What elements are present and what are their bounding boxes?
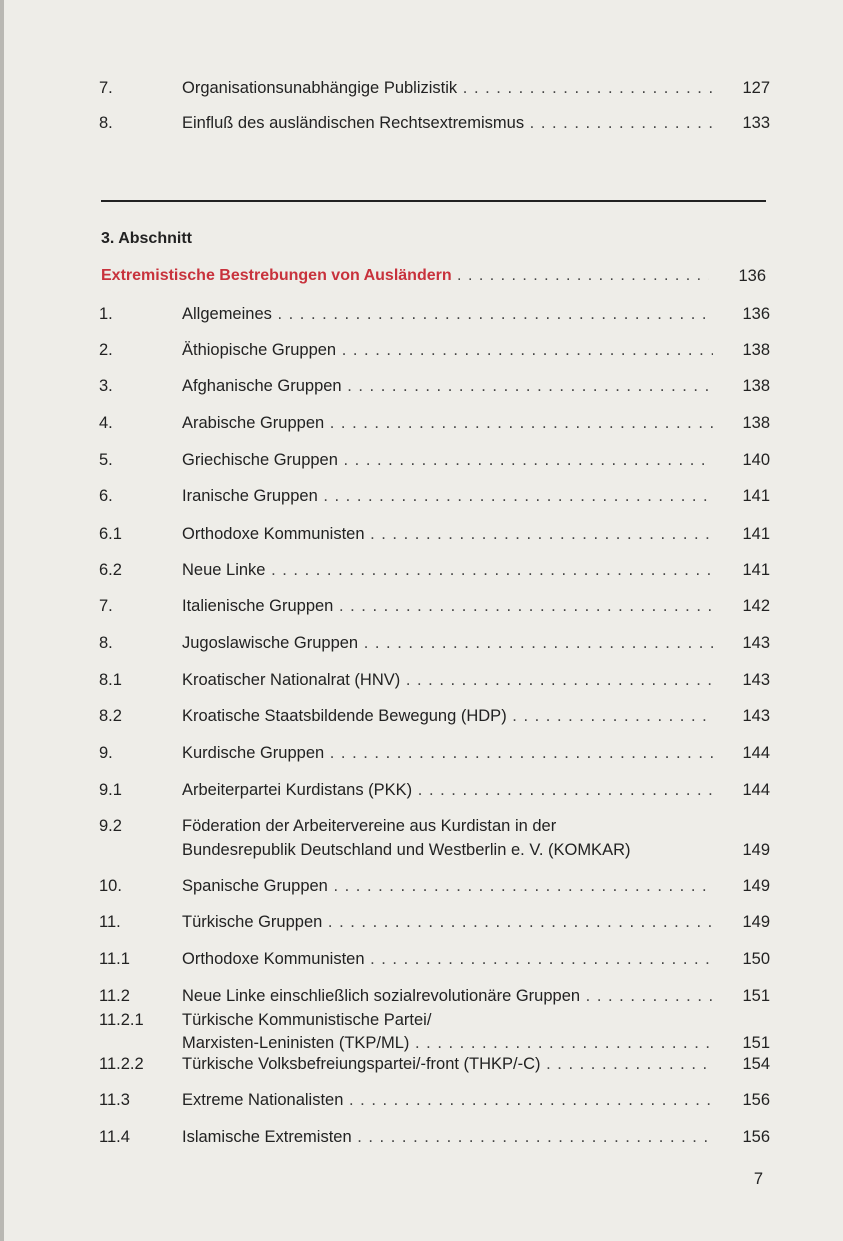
entry-page: 144 xyxy=(742,744,770,762)
toc-entry xyxy=(4,1008,843,1032)
entry-number: 9.2 xyxy=(99,817,122,835)
entry-title: Orthodoxe Kommunisten . . . xyxy=(182,522,713,546)
toc-entry xyxy=(4,558,843,582)
entry-number: 6. xyxy=(99,487,113,505)
entry-page: 151 xyxy=(742,1034,770,1052)
toc-entry xyxy=(4,947,843,971)
entry-title: Marxisten-Leninisten (TKP/ML) . . . xyxy=(182,1031,713,1055)
entry-number: 6.2 xyxy=(99,561,122,579)
entry-page: 154 xyxy=(742,1055,770,1073)
entry-number: 6.1 xyxy=(99,525,122,543)
entry-number: 11.3 xyxy=(99,1091,130,1109)
entry-number: 1. xyxy=(99,305,113,323)
toc-entry xyxy=(4,778,843,802)
entry-title: Griechische Gruppen . . . xyxy=(182,448,713,472)
entry-number: 8. xyxy=(99,634,113,652)
entry-number: 8.2 xyxy=(99,707,122,725)
entry-page: 149 xyxy=(742,841,770,859)
entry-title: Türkische Kommunistische Partei/ xyxy=(182,1011,432,1029)
toc-entry xyxy=(4,910,843,934)
toc-entry xyxy=(4,1052,843,1076)
entry-number: 5. xyxy=(99,451,113,469)
entry-page: 150 xyxy=(742,950,770,968)
entry-number: 2. xyxy=(99,341,113,359)
entry-title: Spanische Gruppen . . . xyxy=(182,874,713,898)
section-label: 3. Abschnitt xyxy=(101,230,192,247)
toc-entry xyxy=(4,668,843,692)
entry-number: 10. xyxy=(99,877,122,895)
toc-entry xyxy=(4,111,843,135)
entry-title: Äthiopische Gruppen . . . xyxy=(182,338,713,362)
entry-title: Neue Linke . . . xyxy=(182,558,713,582)
toc-entry xyxy=(4,741,843,765)
entry-page: 140 xyxy=(742,451,770,469)
entry-number: 8.1 xyxy=(99,671,122,689)
toc-entry xyxy=(4,838,843,862)
entry-title: Türkische Gruppen . . . xyxy=(182,910,713,934)
entry-number: 11.4 xyxy=(99,1128,130,1146)
section-title: Extremistische Bestrebungen von Ausländern . . . xyxy=(101,264,709,288)
entry-title: Kroatische Staatsbildende Bewegung (HDP) . . . xyxy=(182,704,713,728)
entry-number: 7. xyxy=(99,79,113,97)
entry-page: 151 xyxy=(742,987,770,1005)
entry-page: 156 xyxy=(742,1128,770,1146)
toc-entry xyxy=(4,411,843,435)
toc-entry xyxy=(4,338,843,362)
page-number: 7 xyxy=(753,1170,763,1188)
entry-title: Italienische Gruppen . . . xyxy=(182,594,713,618)
entry-number: 9. xyxy=(99,744,113,762)
section-divider xyxy=(101,200,766,202)
entry-page: 141 xyxy=(742,525,770,543)
entry-number: 3. xyxy=(99,377,113,395)
entry-page: 144 xyxy=(742,781,770,799)
entry-number: 11.2.1 xyxy=(99,1011,144,1029)
toc-entry xyxy=(4,302,843,326)
toc-entry xyxy=(4,594,843,618)
entry-page: 138 xyxy=(742,414,770,432)
entry-title: Arbeiterpartei Kurdistans (PKK) . . . xyxy=(182,778,713,802)
entry-page: 138 xyxy=(742,377,770,395)
toc-entry xyxy=(4,984,843,1008)
entry-number: 8. xyxy=(99,114,113,132)
entry-page: 143 xyxy=(742,707,770,725)
toc-entry xyxy=(4,374,843,398)
toc-entry xyxy=(4,631,843,655)
entry-title: Bundesrepublik Deutschland und Westberlin e. V. (KOMKAR) xyxy=(182,841,631,859)
entry-number: 4. xyxy=(99,414,113,432)
toc-entry xyxy=(4,874,843,898)
entry-page: 138 xyxy=(742,341,770,359)
entry-number: 7. xyxy=(99,597,113,615)
entry-title: Islamische Extremisten . . . xyxy=(182,1125,713,1149)
entry-number: 11.2.2 xyxy=(99,1055,144,1073)
entry-title: Iranische Gruppen . . . xyxy=(182,484,713,508)
entry-title: Kroatischer Nationalrat (HNV) . . . xyxy=(182,668,713,692)
entry-page: 143 xyxy=(742,671,770,689)
entry-title: Türkische Volksbefreiungspartei/-front (THKP/-C) . . . xyxy=(182,1052,713,1076)
toc-entry xyxy=(4,704,843,728)
toc-entry xyxy=(4,448,843,472)
entry-title: Einfluß des ausländischen Rechtsextremismus . . . xyxy=(182,111,713,135)
entry-title: Kurdische Gruppen . . . xyxy=(182,741,713,765)
toc-entry xyxy=(4,814,843,838)
toc-entry xyxy=(4,522,843,546)
entry-title: Föderation der Arbeitervereine aus Kurdistan in der xyxy=(182,817,557,835)
toc-entry xyxy=(4,76,843,100)
entry-title: Neue Linke einschließlich sozialrevolutionäre Gruppen . . . xyxy=(182,984,713,1008)
entry-title: Organisationsunabhängige Publizistik . . . xyxy=(182,76,713,100)
entry-page: 143 xyxy=(742,634,770,652)
entry-number: 11.2 xyxy=(99,987,130,1005)
entry-number: 11. xyxy=(99,913,121,931)
entry-title: Arabische Gruppen . . . xyxy=(182,411,713,435)
section-page: 136 xyxy=(738,267,766,285)
toc-entry xyxy=(4,1125,843,1149)
entry-number: 11.1 xyxy=(99,950,130,968)
entry-page: 141 xyxy=(742,487,770,505)
entry-page: 127 xyxy=(742,79,770,97)
entry-page: 149 xyxy=(742,913,770,931)
entry-page: 136 xyxy=(742,305,770,323)
entry-title: Jugoslawische Gruppen . . . xyxy=(182,631,713,655)
entry-page: 149 xyxy=(742,877,770,895)
toc-entry xyxy=(4,484,843,508)
entry-page: 156 xyxy=(742,1091,770,1109)
entry-page: 141 xyxy=(742,561,770,579)
entry-page: 133 xyxy=(742,114,770,132)
entry-title: Afghanische Gruppen . . . xyxy=(182,374,713,398)
entry-number: 9.1 xyxy=(99,781,122,799)
toc-entry xyxy=(4,1088,843,1112)
entry-title: Orthodoxe Kommunisten . . . xyxy=(182,947,713,971)
entry-title: Extreme Nationalisten . . . xyxy=(182,1088,713,1112)
entry-page: 142 xyxy=(742,597,770,615)
entry-title: Allgemeines . . . xyxy=(182,302,713,326)
